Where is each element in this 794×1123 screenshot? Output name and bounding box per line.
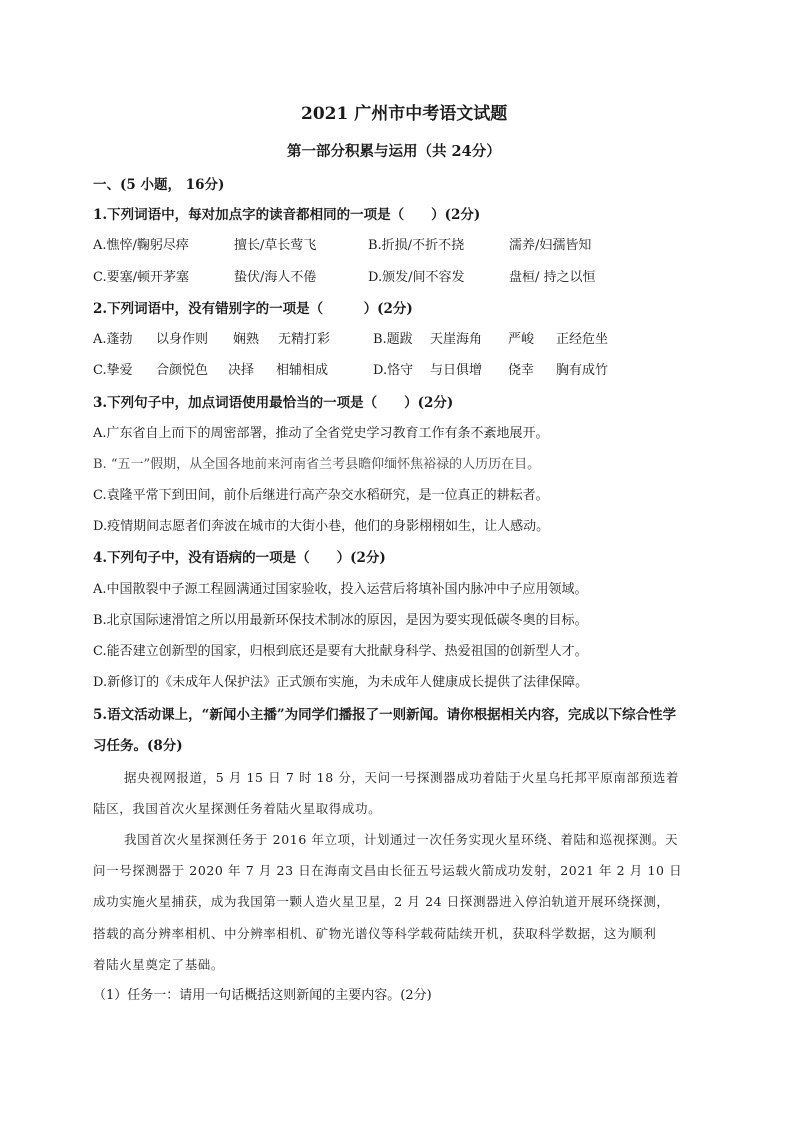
q1-option-a-pair2: 擅长/草长莺飞 [234,238,317,253]
q2-option-a: A.蓬勃 [93,332,133,347]
question-4-stem: 4.下列句子中，没有语病的一项是（ ）(2分) [93,550,386,566]
q4-option-c: C.能否建立创新型的国家，归根到底还是要有大批献身科学、热爱祖国的创新型人才。 [93,644,588,659]
q2-option-b-word3: 严峻 [508,332,535,347]
q2-option-d: D.恪守 [373,363,414,378]
q1-option-c: C.要塞/顿开茅塞 [93,270,189,285]
q4-option-a: A.中国散裂中子源工程圆满通过国家验收，投入运营后将填补国内脉冲中子应用领域。 [93,582,588,597]
news-paragraph-2-line-2: 问一号探测器于 2020 年 7 月 23 日在海南文昌由长征五号运载火箭成功发射，2021 年 2 月 10 日 [93,863,683,878]
q2-option-d-word4: 胸有成竹 [556,363,609,378]
question-3-stem: 3.下列句子中，加点词语使用最恰当的一项是（ ）(2分) [93,395,454,411]
q2-option-a-word4: 无精打彩 [278,332,331,347]
q3-option-d: D.疫情期间志愿者们奔波在城市的大街小巷，他们的身影栩栩如生，让人感动。 [93,519,550,534]
q2-option-c-word4: 相辅相成 [276,363,329,378]
q2-option-c-word3: 决择 [228,363,255,378]
question-2-stem: 2.下列词语中，没有错别字的一项是（ ）(2分) [93,301,413,317]
page-title: 2021 广州市中考语文试题 [301,104,508,124]
question-1-stem: 1.下列词语中，每对加点字的读音都相同的一项是（ ）(2分) [93,207,481,223]
q4-option-d: D.新修订的《未成年人保护法》正式颁布实施，为未成年人健康成长提供了法律保障。 [93,675,589,690]
section-heading: 一、(5 小题， 16分) [93,177,225,193]
task-1: （1）任务一：请用一句话概括这则新闻的主要内容。(2分) [93,988,432,1003]
q2-option-b-word4: 正经危坐 [556,332,609,347]
q2-option-b-word2: 天崖海角 [430,332,483,347]
news-paragraph-1-line-2: 陆区，我国首次火星探测任务着陆火星取得成功。 [93,801,382,816]
q1-option-c-pair2: 蛰伏/海人不倦 [234,270,317,285]
q2-option-d-word2: 与日俱增 [430,363,483,378]
q1-option-d: D.颁发/间不容发 [368,270,465,285]
q1-option-b-pair2: 濡养/妇孺皆知 [509,238,592,253]
news-paragraph-1-line-1: 据央视网报道，5 月 15 日 7 时 18 分，天问一号探测器成功着陆于火星乌托邦平原南部预选着 [124,770,679,785]
q4-option-b: B.北京国际速滑馆之所以用最新环保技术制冰的原因，是因为要实现低碳冬奥的目标。 [93,613,588,628]
question-5-stem: 5.语文活动课上，“新闻小主播”为同学们播报了一则新闻。请你根据相关内容，完成以下综合性学 [93,707,677,723]
q3-option-a: A.广东省自上而下的周密部署，推动了全省党史学习教育工作有条不紊地展开。 [93,426,549,441]
q3-option-b: B. “五一”假期，从全国各地前来河南省兰考县瞻仰缅怀焦裕禄的人历历在目。 [93,457,541,472]
question-5-stem-cont: 习任务。(8分) [93,738,183,754]
q2-option-c-word2: 合颜悦色 [156,363,209,378]
q2-option-a-word3: 娴熟 [233,332,260,347]
q2-option-c: C.挚爱 [93,363,133,378]
news-paragraph-2-line-3: 成功实施火星捕获，成为我国第一颗人造火星卫星，2 月 24 日探测器进入停泊轨道开展环绕探测， [93,894,670,909]
news-paragraph-2-line-1: 我国首次火星探测任务于 2016 年立项，计划通过一次任务实现火星环绕、着陆和巡视探测。天 [124,832,679,847]
q3-option-c: C.袁隆平常下到田间，前仆后继进行高产杂交水稻研究，是一位真正的耕耘者。 [93,488,549,503]
page-subtitle: 第一部分积累与运用（共 24分） [287,143,501,160]
q2-option-a-word2: 以身作则 [156,332,209,347]
q2-option-d-word3: 侥幸 [508,363,535,378]
q1-option-b: B.折损/不折不挠 [368,238,465,253]
news-paragraph-2-line-5: 着陆火星奠定了基础。 [93,957,225,972]
q1-option-a: A.憔悴/鞠躬尽瘁 [93,238,189,253]
q1-option-d-pair2: 盘桓/ 持之以恒 [509,270,596,285]
news-paragraph-2-line-4: 搭载的高分辨率相机、中分辨率相机、矿物光谱仪等科学载荷陆续开机，获取科学数据，这为顺利 [93,926,657,941]
q2-option-b: B.题跋 [373,332,413,347]
